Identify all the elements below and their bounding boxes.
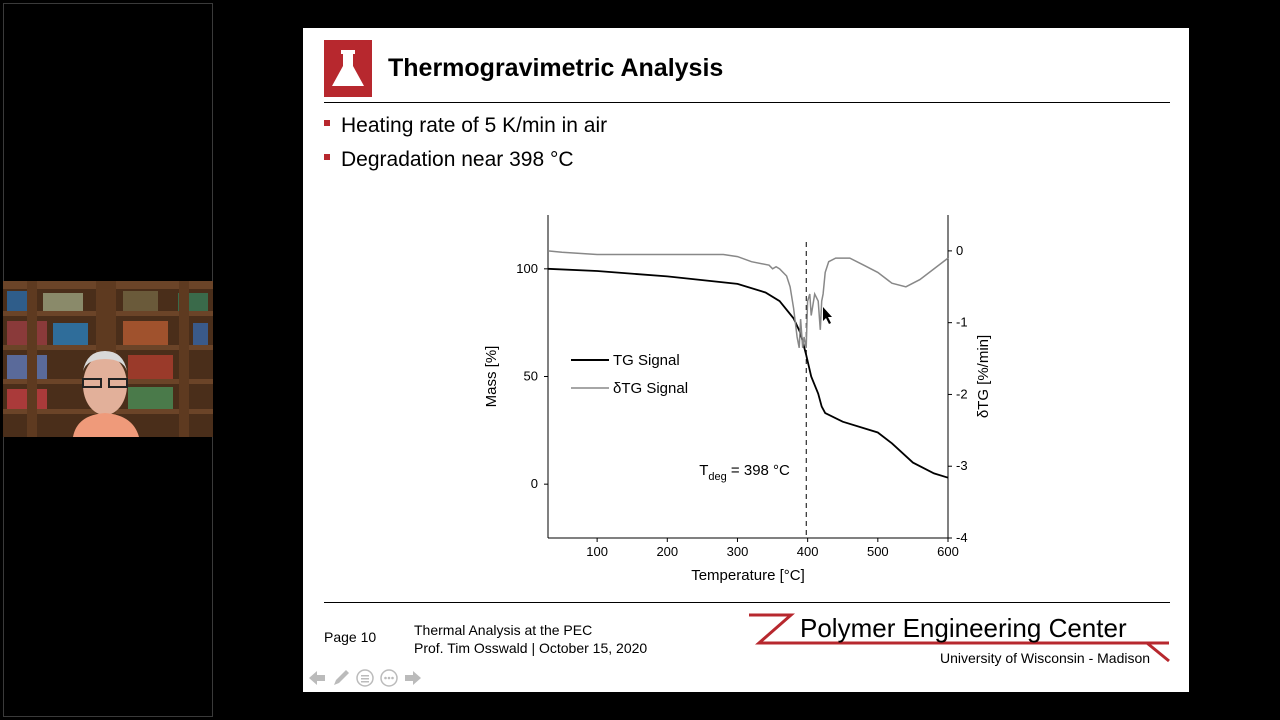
webcam-image: [3, 281, 213, 437]
x-tick-label: 500: [866, 544, 889, 559]
x-tick-label: 600: [937, 544, 959, 559]
y2-tick-label: -1: [956, 314, 968, 330]
tg-series-line: [548, 269, 948, 478]
y2-axis-title: δTG [%/min]: [975, 334, 992, 419]
y2-tick-label: -4: [956, 530, 968, 545]
footer-author-date: Prof. Tim Osswald | October 15, 2020: [414, 640, 648, 656]
dtg-series-line: [548, 251, 948, 348]
bullet-text: Heating rate of 5 K/min in air: [341, 114, 608, 137]
x-tick-label: 200: [656, 544, 679, 559]
footer-course: Thermal Analysis at the PEC: [414, 622, 593, 638]
tga-chart: [303, 28, 1189, 588]
slide-title: Thermogravimetric Analysis: [388, 54, 724, 82]
bullet-text: Degradation near 398 °C: [341, 148, 574, 171]
legend-label: δTG Signal: [613, 380, 689, 397]
tdeg-annotation: $T_{deg} = 398$ °C: [699, 462, 790, 483]
x-tick-label: 400: [796, 544, 819, 559]
y-tick-label: 100: [516, 260, 538, 276]
presenter-webcam: [3, 281, 213, 437]
y2-tick-label: -2: [956, 386, 968, 402]
y-axis-title: Mass [%]: [483, 345, 500, 408]
more-icon[interactable]: [379, 668, 399, 688]
y-tick-label: 50: [523, 368, 538, 384]
x-axis-title: Temperature [°C]: [691, 567, 805, 584]
legend-label: TG Signal: [613, 352, 680, 369]
y-tick-label: 0: [530, 476, 538, 492]
x-tick-label: 100: [586, 544, 608, 559]
pen-icon[interactable]: [331, 668, 351, 688]
footer-divider: [324, 602, 1170, 603]
menu-icon[interactable]: [355, 668, 375, 688]
prev-arrow-icon[interactable]: [307, 668, 327, 688]
slide-nav-toolbar: [307, 668, 423, 688]
mouse-cursor-icon: [823, 307, 832, 324]
y2-tick-label: 0: [956, 242, 964, 258]
next-arrow-icon[interactable]: [403, 668, 423, 688]
x-tick-label: 300: [726, 544, 749, 559]
page-number: Page 10: [324, 629, 377, 645]
org-name: Polymer Engineering Center: [800, 613, 1127, 643]
y2-tick-label: -3: [956, 458, 968, 474]
org-subtitle: University of Wisconsin - Madison: [940, 650, 1151, 666]
slide: [303, 28, 1189, 692]
